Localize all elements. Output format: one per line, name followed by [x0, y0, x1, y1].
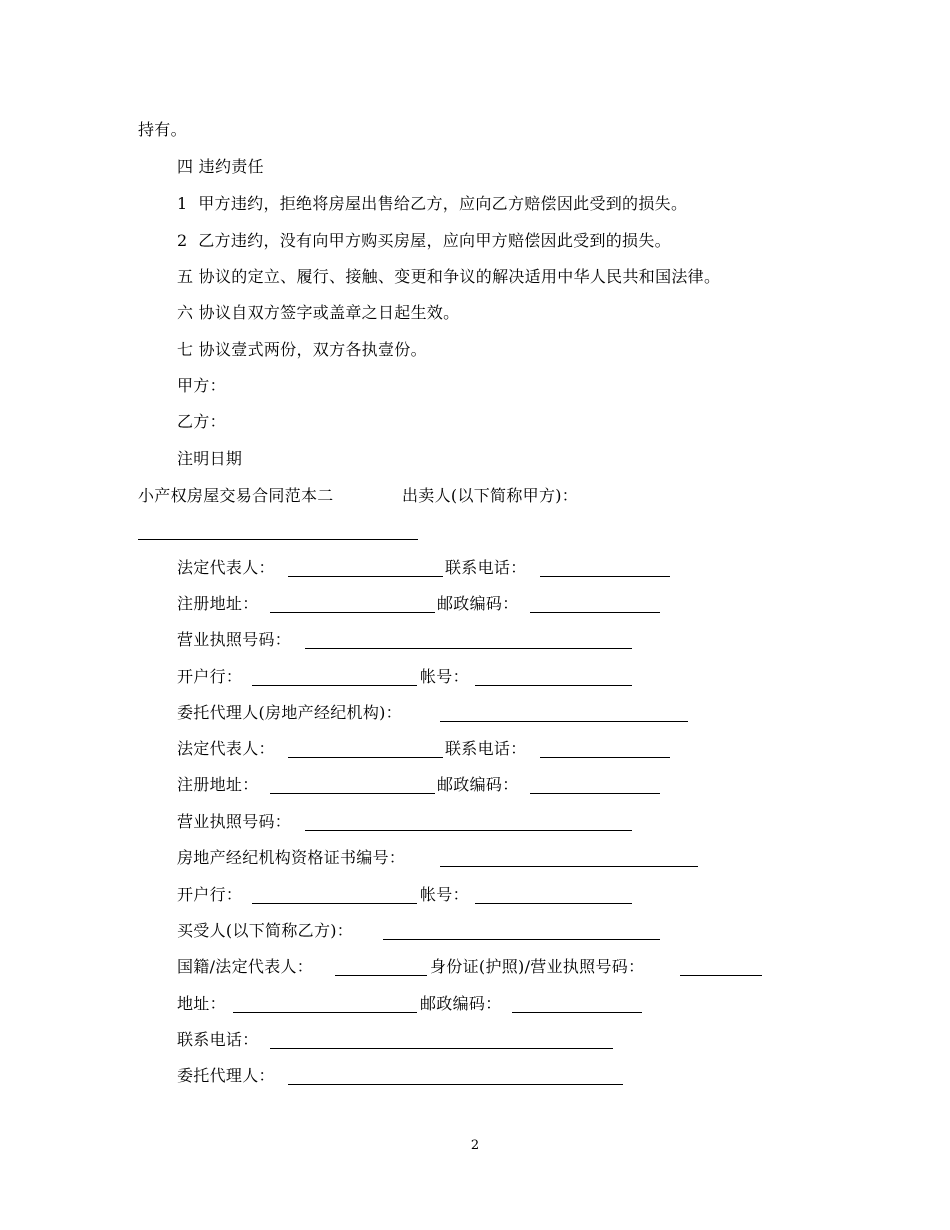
field-label-agent-account: 帐号：: [420, 885, 469, 904]
field-label-buyer-postcode: 邮政编码：: [420, 994, 502, 1013]
blank-agent-bank: [252, 903, 417, 904]
field-label-phone: 联系电话：: [445, 558, 527, 577]
heading-breach-liability: 四 违约责任: [177, 157, 264, 176]
signature-party-b: 乙方：: [177, 412, 226, 431]
field-label-agent-reg-address: 注册地址：: [177, 775, 259, 794]
clause-party-a-breach: 1 甲方违约，拒绝将房屋出售给乙方，应向乙方赔偿因此受到的损失。: [177, 194, 688, 213]
field-label-buyer: 买受人(以下简称乙方)：: [177, 921, 354, 940]
field-label-postcode: 邮政编码：: [437, 594, 519, 613]
field-label-reg-address: 注册地址：: [177, 594, 259, 613]
blank-agent-org: [440, 721, 688, 722]
date-note: 注明日期: [177, 449, 243, 468]
field-label-bank: 开户行：: [177, 667, 243, 686]
seller-label: 出卖人(以下简称甲方)：: [402, 486, 579, 505]
field-label-license: 营业执照号码：: [177, 630, 292, 649]
blank-account: [475, 685, 632, 686]
blank-buyer-phone: [270, 1048, 613, 1049]
field-label-address: 地址：: [177, 994, 226, 1013]
blank-agent-phone: [540, 757, 670, 758]
blank-reg-address: [270, 612, 435, 613]
field-label-agent-legal-rep: 法定代表人：: [177, 739, 275, 758]
field-label-buyer-agent: 委托代理人：: [177, 1066, 275, 1085]
clause-party-b-breach: 2 乙方违约，没有向甲方购买房屋，应向甲方赔偿因此受到的损失。: [177, 231, 671, 250]
seller-name-blank: [138, 539, 418, 540]
blank-license: [305, 648, 632, 649]
blank-nationality-rep: [335, 975, 427, 976]
blank-id-doc: [680, 975, 762, 976]
blank-bank: [252, 685, 417, 686]
field-label-id-doc: 身份证(护照)/营业执照号码：: [430, 957, 645, 976]
field-label-buyer-phone: 联系电话：: [177, 1030, 259, 1049]
page-number: 2: [470, 1138, 480, 1153]
field-label-legal-rep: 法定代表人：: [177, 558, 275, 577]
blank-buyer-agent: [288, 1084, 623, 1085]
blank-agent-postcode: [530, 793, 660, 794]
clause-effective-date: 六 协议自双方签字或盖章之日起生效。: [177, 303, 460, 322]
blank-agent-legal-rep: [288, 757, 443, 758]
blank-agent-account: [475, 903, 632, 904]
blank-agent-license: [305, 830, 632, 831]
field-label-agent-org: 委托代理人(房地产经纪机构)：: [177, 703, 402, 722]
clause-copies: 七 协议壹式两份，双方各执壹份。: [177, 340, 427, 359]
blank-agent-reg-address: [270, 793, 435, 794]
blank-legal-rep: [288, 576, 443, 577]
field-label-account: 帐号：: [420, 667, 469, 686]
paragraph-continuation: 持有。: [138, 120, 187, 139]
field-label-agent-license: 营业执照号码：: [177, 812, 292, 831]
clause-governing-law: 五 协议的定立、履行、接触、变更和争议的解决适用中华人民共和国法律。: [177, 267, 721, 286]
field-label-agent-bank: 开户行：: [177, 885, 243, 904]
blank-agent-cert: [440, 866, 698, 867]
blank-buyer: [383, 939, 660, 940]
field-label-agent-postcode: 邮政编码：: [437, 775, 519, 794]
field-label-nationality-rep: 国籍/法定代表人：: [177, 957, 314, 976]
signature-party-a: 甲方：: [177, 376, 226, 395]
blank-buyer-postcode: [512, 1012, 642, 1013]
blank-postcode: [530, 612, 660, 613]
blank-address: [233, 1012, 417, 1013]
blank-phone: [540, 576, 670, 577]
section-heading: 小产权房屋交易合同范本二: [138, 486, 334, 505]
field-label-agent-phone: 联系电话：: [445, 739, 527, 758]
field-label-agent-cert: 房地产经纪机构资格证书编号：: [177, 848, 406, 867]
